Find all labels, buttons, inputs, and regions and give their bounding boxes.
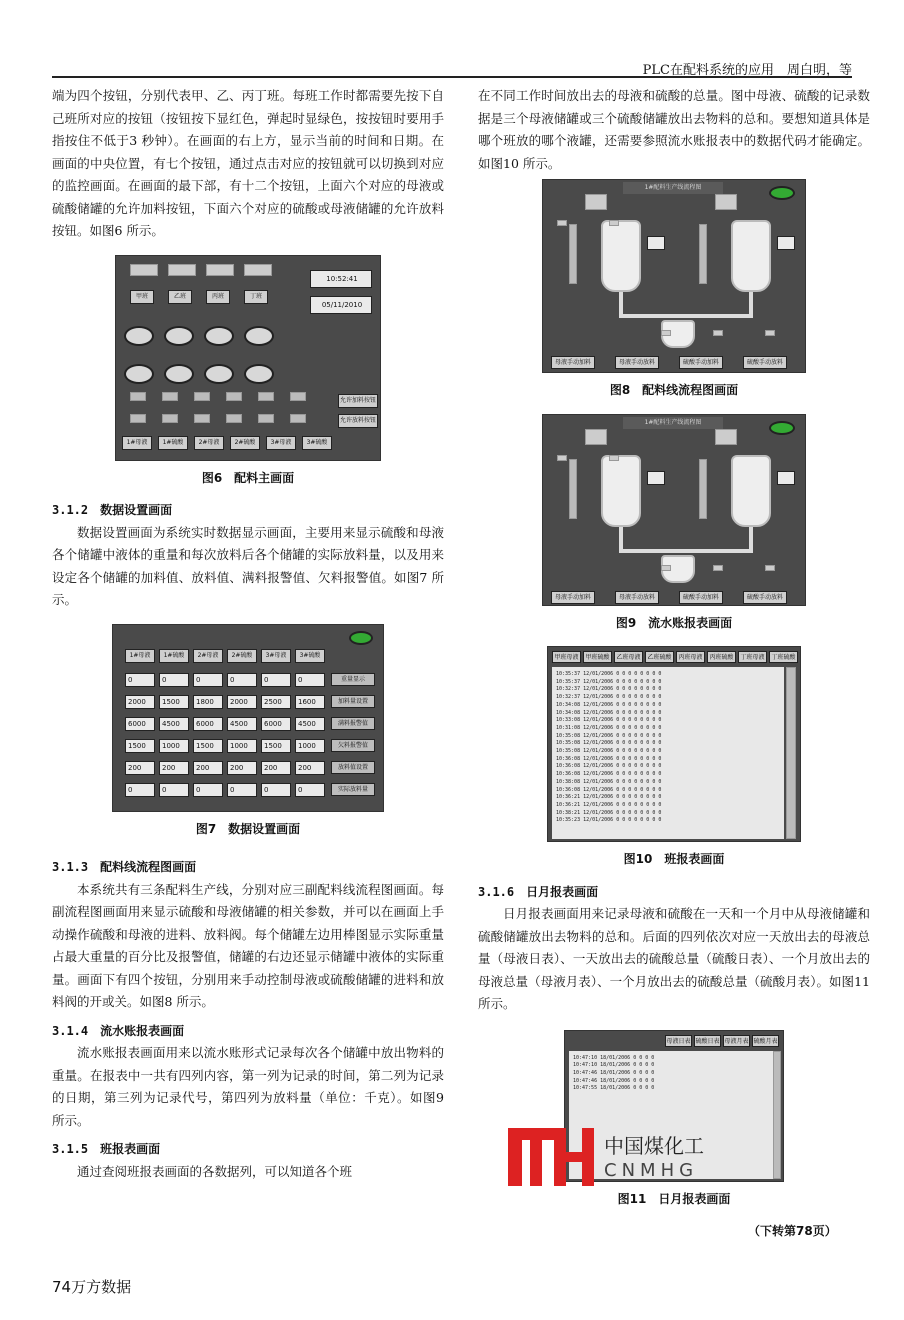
shift-button[interactable]: 丙班 <box>206 290 230 304</box>
value-cell[interactable]: 0 <box>261 783 291 797</box>
value-cell[interactable]: 0 <box>159 673 189 687</box>
level-bar <box>569 459 577 519</box>
manual-button[interactable]: 硫酸手动放料 <box>743 356 787 369</box>
header-title: PLC在配料系统的应用 周白明，等 <box>642 63 852 78</box>
page-number: 74万方数据 <box>52 1278 132 1296</box>
weight-display <box>647 236 665 250</box>
figure-7-screen <box>112 624 384 812</box>
row-label: 重量显示 <box>331 673 375 686</box>
storage-tank <box>731 455 771 527</box>
allow-indicator[interactable] <box>258 414 274 423</box>
section-3-1-5-title: 3.1.5 班报表画面 <box>52 1142 161 1156</box>
small-indicator <box>557 455 567 461</box>
report-row: 10:36:21 12/01/2006 0 0 0 0 0 0 0 0 <box>556 794 662 801</box>
value-cell[interactable]: 1800 <box>193 695 223 709</box>
level-bar <box>699 459 707 519</box>
report-row: 10:47:46 18/01/2006 0 0 0 0 <box>573 1077 655 1084</box>
value-cell[interactable]: 1500 <box>261 739 291 753</box>
section-3-1-4-title: 3.1.4 流水账报表画面 <box>52 1023 185 1038</box>
valve-in[interactable] <box>585 429 607 445</box>
small-indicator <box>713 330 723 336</box>
allow-indicator[interactable] <box>162 414 178 423</box>
value-cell[interactable]: 0 <box>227 673 257 687</box>
screen-switch-button[interactable] <box>244 364 274 384</box>
report-row: 10:33:08 12/01/2006 0 0 0 0 0 0 0 0 <box>556 717 662 724</box>
column-header: 2#母液 <box>193 649 223 663</box>
value-cell[interactable]: 0 <box>295 783 325 797</box>
shift-button[interactable]: 甲班 <box>130 290 154 304</box>
shift-button[interactable]: 乙班 <box>168 290 192 304</box>
status-indicator <box>349 631 373 645</box>
screen-switch-button[interactable] <box>164 364 194 384</box>
report-row: 10:35:37 12/01/2006 0 0 0 0 0 0 0 0 <box>556 678 662 685</box>
small-indicator <box>609 220 619 226</box>
screen-title: 1#配料生产线流程图 <box>623 417 723 429</box>
value-cell[interactable]: 2500 <box>261 695 291 709</box>
report-row: 10:34:08 12/01/2006 0 0 0 0 0 0 0 0 <box>556 709 662 716</box>
manual-button[interactable]: 母液手动放料 <box>615 591 659 604</box>
cnmhg-logo-icon <box>508 1128 594 1186</box>
value-cell[interactable]: 200 <box>227 761 257 775</box>
figure-9-screen <box>542 414 806 606</box>
screen-switch-button[interactable] <box>124 326 154 346</box>
value-cell[interactable]: 6000 <box>125 717 155 731</box>
allow-indicator[interactable] <box>226 392 242 401</box>
figure-9-caption: 图9 流水账报表画面 <box>615 615 733 630</box>
row-label: 放料值设置 <box>331 761 375 774</box>
value-cell[interactable]: 1600 <box>295 695 325 709</box>
value-cell[interactable]: 6000 <box>261 717 291 731</box>
weight-display <box>777 471 795 485</box>
value-cell[interactable]: 1000 <box>227 739 257 753</box>
paragraph: 数据设置画面为系统实时数据显示画面，主要用来显示硫酸和母液各个储罐中液体的重量和每次放料后各个储罐的实际放料量，以及用来设定各个储罐的加料值、放料值、满料报警值、欠料报警值。如图7 所示。 <box>52 524 444 607</box>
weight-display <box>647 471 665 485</box>
report-row: 10:32:37 12/01/2006 0 0 0 0 0 0 0 0 <box>556 694 662 701</box>
tank-button[interactable]: 2#母液 <box>194 436 224 450</box>
row-label: 加料量设置 <box>331 695 375 708</box>
report-row: 10:32:37 12/01/2006 0 0 0 0 0 0 0 0 <box>556 686 662 693</box>
figure-7-caption: 图7 数据设置画面 <box>195 821 301 836</box>
manual-button[interactable]: 母液手动放料 <box>615 356 659 369</box>
pipe <box>619 549 753 553</box>
paragraph: 端为四个按钮，分别代表甲、乙、丙丁班。每班工作时都需要先按下自己班所对应的按钮（按钮按下显红色，弹起时显绿色，按按钮时要用手指按住不低于3 秒钟）。在画面的右上方，显示当前的时间和日期。在画面的中央位置，有七个按钮，通过点击对应的按钮就可以切换到对应的监控画面。在画面的最下部，有十二个按钮，上面六个对应的母液或硫酸储罐的允许加料按钮，下面六个对应的硫酸或母液储罐的允许放料按钮。如图6 所示。 <box>52 88 444 238</box>
value-cell[interactable]: 200 <box>295 761 325 775</box>
allow-indicator[interactable] <box>258 392 274 401</box>
allow-indicator[interactable] <box>290 392 306 401</box>
report-tab[interactable]: 母液日表 <box>665 1035 692 1047</box>
report-row: 10:36:21 12/01/2006 0 0 0 0 0 0 0 0 <box>556 801 662 808</box>
value-cell[interactable]: 6000 <box>193 717 223 731</box>
tank-button[interactable]: 3#硫酸 <box>302 436 332 450</box>
allow-indicator[interactable] <box>194 392 210 401</box>
weight-display <box>777 236 795 250</box>
manual-button[interactable]: 母液手动加料 <box>551 356 595 369</box>
column-header: 1#母液 <box>125 649 155 663</box>
status-indicator <box>769 421 795 435</box>
allow-indicator[interactable] <box>290 414 306 423</box>
value-cell[interactable]: 200 <box>193 761 223 775</box>
value-cell[interactable]: 200 <box>125 761 155 775</box>
tank-button[interactable]: 3#母液 <box>266 436 296 450</box>
continued-note: （下转第78页） <box>748 1224 837 1238</box>
report-tab[interactable]: 丙班硫酸 <box>707 651 736 663</box>
report-row: 10:47:55 18/01/2006 0 0 0 0 <box>573 1085 655 1092</box>
screen-switch-button[interactable] <box>164 326 194 346</box>
column-header: 1#硫酸 <box>159 649 189 663</box>
value-cell[interactable]: 4500 <box>227 717 257 731</box>
value-cell[interactable]: 1500 <box>125 739 155 753</box>
paragraph: 本系统共有三条配料生产线，分别对应三副配料线流程图画面。每副流程图画面用来显示硫酸和母液储罐的相关参数，并可以在画面上手动操作硫酸和母液的进料、放料阀。每个储罐左边用棒图显示实际重量占最大重量的百分比及报警值，储罐的右边还显示储罐中液体的实际重量。画面下有四个按钮，分别用来手动控制母液或硫酸储罐的进料和放料阀的开或关。如图8 所示。 <box>52 881 444 1009</box>
status-indicator <box>769 186 795 200</box>
value-cell[interactable]: 2000 <box>227 695 257 709</box>
value-cell[interactable]: 4500 <box>159 717 189 731</box>
storage-tank <box>601 455 641 527</box>
paragraph: 流水账报表画面用来以流水账形式记录每次各个储罐中放出物料的重量。在报表中一共有四列内容，第一列为记录的时间，第二列为记录的日期，第三列为记录代号，第四列为放料量（单位：千克）。如图9 所示。 <box>52 1045 444 1128</box>
pipe <box>619 292 623 316</box>
value-cell[interactable]: 1000 <box>159 739 189 753</box>
report-row: 10:35:37 12/01/2006 0 0 0 0 0 0 0 0 <box>556 671 662 677</box>
left-column <box>52 85 444 1183</box>
date-display: 05/11/2010 <box>310 296 372 314</box>
report-tab[interactable]: 硫酸日表 <box>694 1035 721 1047</box>
row-label: 满料报警值 <box>331 717 375 730</box>
allow-button[interactable]: 允许加料按钮 <box>338 394 378 408</box>
value-cell[interactable]: 200 <box>261 761 291 775</box>
small-indicator <box>557 220 567 226</box>
valve-in[interactable] <box>585 194 607 210</box>
value-cell[interactable]: 0 <box>227 783 257 797</box>
screen-switch-button[interactable] <box>204 364 234 384</box>
paragraph: 日月报表画面用来记录母液和硫酸在一天和一个月中从母液储罐和硫酸储罐放出去物料的总和。后面的四列依次对应一天放出去的母液总量（母液日表）、一天放出去的硫酸总量（硫酸日表）、一个月放出去的母液总量（母液月表）、一个月放出去的硫酸总量（硫酸月表）。如图11 所示。 <box>478 906 870 1011</box>
report-tab[interactable]: 丙班母液 <box>676 651 705 663</box>
report-tab[interactable]: 甲班硫酸 <box>583 651 612 663</box>
report-tab[interactable]: 母液月表 <box>723 1035 750 1047</box>
shift-indicator <box>130 264 158 276</box>
report-row: 10:36:08 12/01/2006 0 0 0 0 0 0 0 0 <box>556 786 662 793</box>
report-row: 10:31:08 12/01/2006 0 0 0 0 0 0 0 0 <box>556 724 662 731</box>
screen-title: 1#配料生产线流程图 <box>623 182 723 194</box>
row-label: 实际放料量 <box>331 783 375 796</box>
report-row: 10:38:21 12/01/2006 0 0 0 0 0 0 0 0 <box>556 809 662 816</box>
screen-switch-button[interactable] <box>204 326 234 346</box>
paragraph: 通过查阅班报表画面的各数据列，可以知道各个班 <box>77 1163 353 1179</box>
value-cell[interactable]: 1500 <box>159 695 189 709</box>
manual-button[interactable]: 母液手动加料 <box>551 591 595 604</box>
report-row: 10:36:08 12/01/2006 0 0 0 0 0 0 0 0 <box>556 771 662 778</box>
value-cell[interactable]: 0 <box>295 673 325 687</box>
figure-6-screen <box>115 255 381 461</box>
paragraph: 在不同工作时间放出去的母液和硫酸的总量。图中母液、硫酸的记录数据是三个母液储罐或三个硫酸储罐放出去物料的总和。要想知道具体是哪个班放的哪个液罐，还需要参照流水账报表中的数据代码才能确定。如图10 所示。 <box>478 88 870 171</box>
report-row: 10:35:08 12/01/2006 0 0 0 0 0 0 0 0 <box>556 748 662 754</box>
pipe <box>749 527 753 551</box>
small-indicator <box>661 565 671 571</box>
running-header <box>52 58 852 78</box>
valve-in[interactable] <box>715 429 737 445</box>
figure-6-caption: 图6 配料主画面 <box>201 470 295 485</box>
allow-indicator[interactable] <box>162 392 178 401</box>
column-header: 2#硫酸 <box>227 649 257 663</box>
pipe <box>749 292 753 316</box>
report-tab[interactable]: 丁班母液 <box>738 651 767 663</box>
scrollbar[interactable] <box>773 1051 781 1179</box>
right-column <box>478 85 870 1220</box>
small-indicator <box>661 330 671 336</box>
figure-8-screen <box>542 179 806 373</box>
report-row: 10:47:10 18/01/2006 0 0 0 0 <box>573 1062 655 1069</box>
report-row: 10:47:10 18/01/2006 0 0 0 0 <box>573 1054 655 1061</box>
value-cell[interactable]: 0 <box>125 783 155 797</box>
section-3-1-3-title: 3.1.3 配料线流程图画面 <box>52 860 197 874</box>
storage-tank <box>731 220 771 292</box>
report-tab[interactable]: 硫酸月表 <box>752 1035 779 1047</box>
report-tab[interactable]: 乙班母液 <box>614 651 643 663</box>
value-cell[interactable]: 0 <box>261 673 291 687</box>
tank-button[interactable]: 1#母液 <box>122 436 152 450</box>
shift-button[interactable]: 丁班 <box>244 290 268 304</box>
shift-indicator <box>168 264 196 276</box>
figure-8-caption: 图8 配料线流程图画面 <box>609 383 739 397</box>
report-row: 10:38:08 12/01/2006 0 0 0 0 0 0 0 0 <box>556 778 662 785</box>
tank-button[interactable]: 1#硫酸 <box>158 436 188 450</box>
manual-button[interactable]: 硫酸手动加料 <box>679 356 723 369</box>
column-header: 3#母液 <box>261 649 291 663</box>
allow-button[interactable]: 允许放料按钮 <box>338 414 378 428</box>
level-bar <box>699 224 707 284</box>
column-header: 3#硫酸 <box>295 649 325 663</box>
report-tab[interactable]: 丁班硫酸 <box>769 651 798 663</box>
report-row: 10:35:08 12/01/2006 0 0 0 0 0 0 0 0 <box>556 740 662 747</box>
pipe <box>619 314 753 318</box>
report-row: 10:34:08 12/01/2006 0 0 0 0 0 0 0 0 <box>556 701 662 708</box>
report-row: 10:35:08 12/01/2006 0 0 0 0 0 0 0 0 <box>556 732 662 739</box>
value-cell[interactable]: 0 <box>125 673 155 687</box>
value-cell[interactable]: 0 <box>193 783 223 797</box>
report-row: 10:47:46 18/01/2006 0 0 0 0 <box>573 1069 655 1076</box>
shift-indicator <box>206 264 234 276</box>
tank-button[interactable]: 2#硫酸 <box>230 436 260 450</box>
manual-button[interactable]: 硫酸手动放料 <box>743 591 787 604</box>
storage-tank <box>601 220 641 292</box>
manual-button[interactable]: 硫酸手动加料 <box>679 591 723 604</box>
small-indicator <box>713 565 723 571</box>
allow-indicator[interactable] <box>194 414 210 423</box>
value-cell[interactable]: 0 <box>193 673 223 687</box>
report-tab[interactable]: 甲班母液 <box>552 651 581 663</box>
allow-indicator[interactable] <box>130 414 146 423</box>
value-cell[interactable]: 0 <box>159 783 189 797</box>
value-cell[interactable]: 200 <box>159 761 189 775</box>
pipe <box>619 527 623 551</box>
allow-indicator[interactable] <box>130 392 146 401</box>
logo-text-en: CNMHG <box>604 1160 699 1181</box>
valve-in[interactable] <box>715 194 737 210</box>
screen-switch-button[interactable] <box>244 326 274 346</box>
section-3-1-2-title: 3.1.2 数据设置画面 <box>52 503 173 517</box>
shift-indicator <box>244 264 272 276</box>
figure-10-screen <box>547 646 801 842</box>
report-row: 10:36:08 12/01/2006 0 0 0 0 0 0 0 0 <box>556 755 662 762</box>
small-indicator <box>765 330 775 336</box>
allow-indicator[interactable] <box>226 414 242 423</box>
value-cell[interactable]: 1500 <box>193 739 223 753</box>
watermark-logo <box>508 1128 708 1186</box>
section-3-1-6-title: 3.1.6 日月报表画面 <box>478 884 599 899</box>
level-bar <box>569 224 577 284</box>
time-display: 10:52:41 <box>310 270 372 288</box>
value-cell[interactable]: 2000 <box>125 695 155 709</box>
report-row: 10:36:08 12/01/2006 0 0 0 0 0 0 0 0 <box>556 763 662 770</box>
small-indicator <box>765 565 775 571</box>
figure-10-caption: 图10 班报表画面 <box>623 852 725 866</box>
figure-11-caption: 图11 日月报表画面 <box>617 1191 731 1206</box>
report-row: 10:35:23 12/01/2006 0 0 0 0 0 0 0 0 <box>556 817 662 824</box>
scrollbar[interactable] <box>786 667 796 839</box>
value-cell[interactable]: 1000 <box>295 739 325 753</box>
small-indicator <box>609 455 619 461</box>
logo-text-cn: 中国煤化工 <box>604 1134 704 1158</box>
screen-switch-button[interactable] <box>124 364 154 384</box>
row-label: 欠料报警值 <box>331 739 375 752</box>
report-tab[interactable]: 乙班硫酸 <box>645 651 674 663</box>
value-cell[interactable]: 4500 <box>295 717 325 731</box>
